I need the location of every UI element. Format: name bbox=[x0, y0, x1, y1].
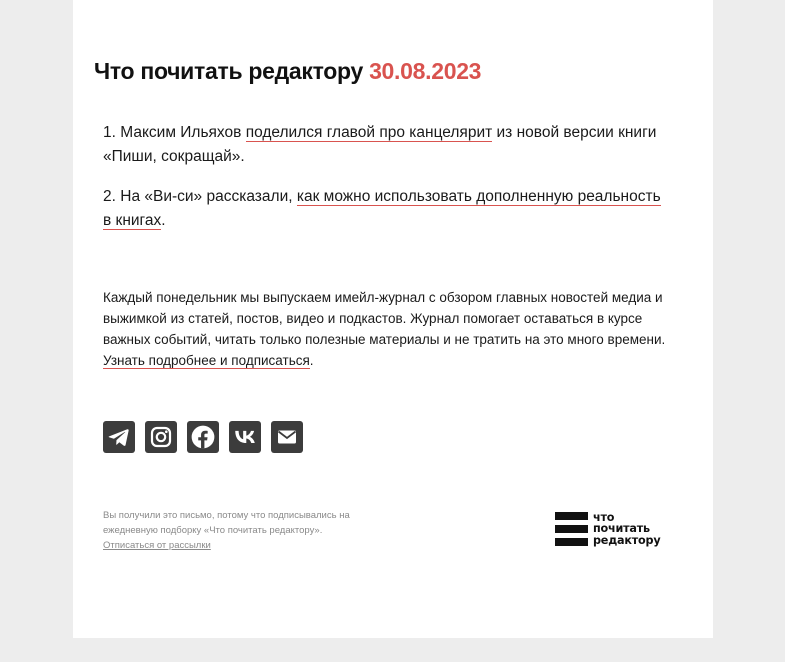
logo-line: почитать bbox=[593, 522, 650, 536]
about-paragraph bbox=[103, 287, 688, 371]
logo-wordmark bbox=[593, 512, 660, 546]
unsubscribe-link[interactable]: Отписаться от рассылки bbox=[103, 540, 211, 551]
digest-date: 30.08.2023 bbox=[369, 58, 482, 84]
instagram-link[interactable] bbox=[145, 421, 177, 453]
news-link-kantselyarit[interactable]: поделился главой про канцелярит bbox=[245, 124, 493, 141]
news-text-before: Максим Ильяхов bbox=[120, 124, 242, 141]
digest-title bbox=[94, 58, 481, 85]
facebook-link[interactable] bbox=[187, 421, 219, 453]
brand-logo[interactable] bbox=[555, 512, 660, 546]
vk-link[interactable] bbox=[229, 421, 261, 453]
social-links bbox=[103, 421, 303, 453]
news-number: 2. bbox=[103, 188, 116, 205]
footer-notice: Вы получили это письмо, потому что подписывались на ежедневную подборку «Что почитать редактору». bbox=[103, 510, 350, 536]
logo-line: что bbox=[593, 511, 615, 525]
digest-title-text: Что почитать редактору bbox=[94, 58, 363, 84]
logo-line: редактору bbox=[593, 533, 661, 547]
vk-icon bbox=[232, 424, 258, 450]
news-text-after: из новой версии книги «Пиши, сокращай». bbox=[103, 124, 657, 165]
about-section bbox=[103, 287, 688, 371]
news-item bbox=[103, 121, 663, 169]
about-after: . bbox=[309, 353, 314, 368]
logo-bars-icon bbox=[555, 512, 588, 546]
telegram-icon bbox=[107, 425, 131, 449]
instagram-icon bbox=[149, 425, 173, 449]
news-text-before: На «Ви-си» рассказали, bbox=[120, 188, 293, 205]
telegram-link[interactable] bbox=[103, 421, 135, 453]
news-list bbox=[103, 121, 663, 249]
news-text-after: . bbox=[161, 212, 166, 229]
footer bbox=[103, 508, 393, 553]
facebook-icon bbox=[190, 424, 216, 450]
about-text: Каждый понедельник мы выпускаем имейл-журнал с обзором главных новостей медиа и выжимкой из статей, постов, видео и подкастов. Журнал помогает оставаться в курсе важных событий, читать только полезные материалы и не тратить на это много времени. bbox=[103, 290, 666, 347]
email-icon bbox=[275, 425, 299, 449]
subscribe-link[interactable]: Узнать подробнее и подписаться bbox=[103, 353, 310, 368]
email-card bbox=[73, 0, 713, 638]
email-link[interactable] bbox=[271, 421, 303, 453]
news-number: 1. bbox=[103, 124, 116, 141]
news-item bbox=[103, 185, 663, 233]
news-link-ar-books[interactable]: как можно использовать дополненную реальность в книгах bbox=[103, 188, 661, 229]
